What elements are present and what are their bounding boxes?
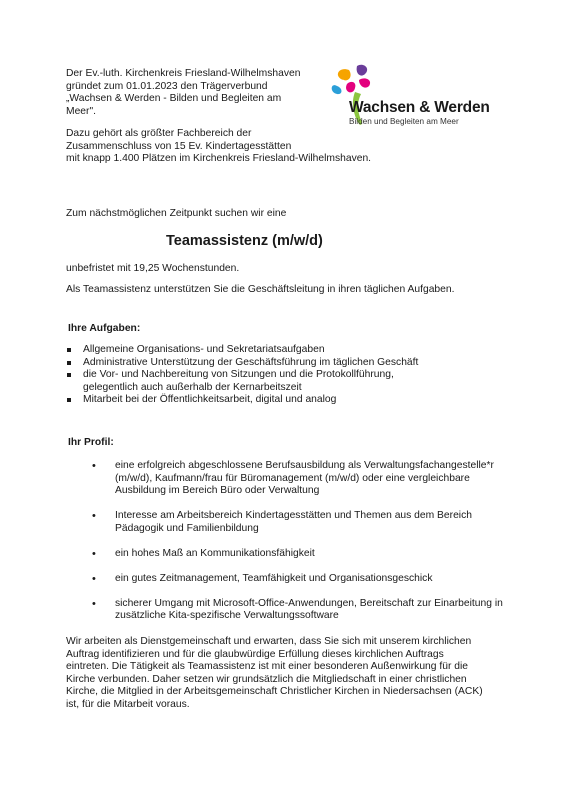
closing-line: Kirche, die Mitglied in der Arbeitsgemeinschaft Christlicher Kirchen in Niedersachsen (ACK) — [66, 686, 483, 698]
intro-paragraph — [66, 68, 326, 118]
list-item — [92, 573, 512, 586]
list-item-text: Administrative Unterstützung der Geschäftsführung im täglichen Geschäft — [83, 356, 419, 368]
closing-line: Kirche verbunden. Daher setzen wir grundsätzlich die Mitgliedschaft in einer christlichen — [66, 673, 467, 685]
list-item-text: • sicherer Umgang mit Microsoft-Office-Anwendungen, Bereitschaft zur Einarbeitung in — [115, 597, 503, 609]
list-item — [92, 510, 512, 535]
list-item-text: die Vor- und Nachbereitung von Sitzungen und die Protokollführung, — [83, 369, 394, 381]
closing-line: ist, für die Mitarbeit voraus. — [66, 698, 190, 710]
list-item-text: • eine erfolgreich abgeschlossene Berufsausbildung als Verwaltungsfachangestelle*r — [115, 460, 494, 471]
intro-line: Dazu gehört als größter Fachbereich der — [66, 128, 252, 139]
list-item-text: Allgemeine Organisations- und Sekretariatsaufgaben — [83, 344, 325, 355]
closing-line: eintreten. Die Tätigkeit als Teamassistenz ist mit einer besonderen Außenwirkung für die — [66, 661, 468, 673]
list-item — [66, 357, 418, 370]
logo-name: Wachsen & Werden — [349, 99, 490, 116]
list-item — [66, 344, 418, 357]
job-summary: Als Teamassistenz unterstützen Sie die Geschäftsleitung in ihren täglichen Aufgaben. — [66, 284, 455, 295]
list-item-text: • ein hohes Maß an Kommunikationsfähigkeit — [115, 547, 315, 559]
closing-paragraph — [66, 636, 506, 712]
intro-line: „Wachsen & Werden - Bilden und Begleiten am — [66, 93, 282, 105]
closing-line: Auftrag identifizieren und für die glaubwürdige Erfüllung dieses kirchlichen Auftrags — [66, 648, 444, 660]
list-item-text: • ein gutes Zeitmanagement, Teamfähigkeit und Organisationsgeschick — [115, 572, 433, 584]
list-item — [92, 548, 512, 561]
intro-line: gründet zum 01.01.2023 den Trägerverbund — [66, 80, 268, 92]
tasks-heading: Ihre Aufgaben: — [68, 323, 141, 334]
closing-line: Wir arbeiten als Dienstgemeinschaft und erwarten, dass Sie sich mit unserem kirchlichen — [66, 636, 472, 647]
intro-paragraph-2 — [66, 128, 426, 166]
job-title: Teamassistenz (m/w/d) — [166, 233, 323, 249]
list-item — [92, 460, 512, 498]
list-item — [66, 369, 418, 394]
profile-heading: Ihr Profil: — [68, 437, 114, 448]
intro-line: Meer". — [66, 105, 96, 117]
intro-line: mit knapp 1.400 Plätzen im Kirchenkreis Friesland-Wilhelmshaven. — [66, 153, 372, 165]
intro-line: Der Ev.-luth. Kirchenkreis Friesland-Wilhelmshaven — [66, 68, 301, 79]
tasks-list — [66, 344, 418, 407]
list-item-text: Mitarbeit bei der Öffentlichkeitsarbeit, digital und analog — [83, 394, 337, 406]
list-item-text: gelegentlich auch außerhalb der Kernarbeitszeit — [83, 381, 302, 393]
list-item — [66, 394, 418, 407]
list-item-text: • Interesse am Arbeitsbereich Kindertagesstätten und Themen aus dem Bereich — [115, 510, 472, 522]
list-item-text: Ausbildung im Bereich Büro oder Verwaltung — [115, 485, 320, 497]
list-item-text: Pädagogik und Familienbildung — [115, 522, 259, 534]
job-lead: Zum nächstmöglichen Zeitpunkt suchen wir eine — [66, 208, 287, 219]
profile-list — [92, 460, 512, 635]
list-item-text: zusätzliche Kita-spezifische Verwaltungssoftware — [115, 610, 339, 622]
intro-line: Zusammenschluss von 15 Ev. Kindertagesstätten — [66, 140, 292, 152]
logo-tagline: Bilden und Begleiten am Meer — [349, 117, 459, 126]
list-item-text: (m/w/d), Kaufmann/frau für Büromanagement (m/w/d) oder eine vergleichbare — [115, 472, 470, 484]
job-terms: unbefristet mit 19,25 Wochenstunden. — [66, 263, 240, 274]
list-item — [92, 598, 512, 623]
